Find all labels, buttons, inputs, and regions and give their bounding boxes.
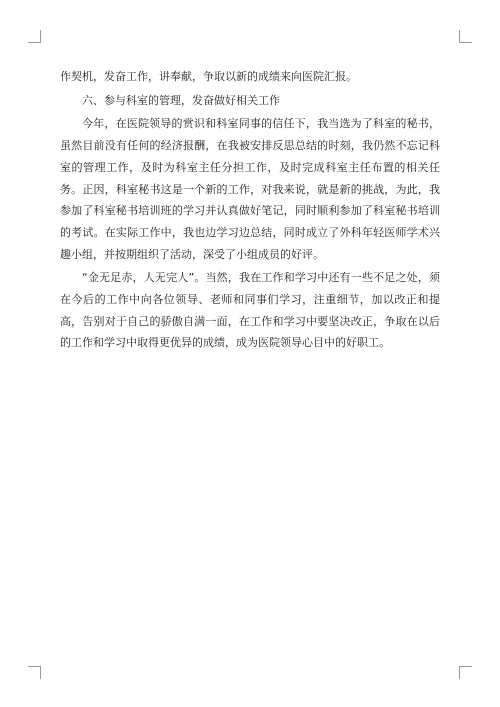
paragraph-secretary-role: 今年，在医院领导的赏识和科室同事的信任下，我当选为了科室的秘书，虽然目前没有任何的经济报酬，在我被安排反思总结的时刻，我仍然不忘记科室的管理工作，及时为科室主任分担工作，及时完成科室主任布置的相关任务。正因，科室秘书这是一个新的工作，对我来说，就是新的挑战，为此，我参加了科室秘书培训班的学习并认真做好笔记，同时顺利参加了科室秘书培训的考试。在实际工作中，我也边学习边总结，同时成立了外科年轻医师学术兴趣小组，并按期组织了活动，深受了小组成员的好评。 [60,117,440,261]
crop-mark-top-left [28,30,41,43]
paragraph-conclusion: “金无足赤，人无完人”。当然，我在工作和学习中还有一些不足之处，须在今后的工作中向各位领导、老师和同事们学习，注重细节，加以改正和提高，告别对于自己的骄傲自满一面，在工作和学习中要坚决改正，争取在以后的工作和学习中取得更优异的成绩，成为医院领导心目中的好职工。 [60,271,440,350]
crop-mark-bottom-right [459,666,472,679]
section-heading: 六、参与科室的管理，发奋做好相关工作 [82,93,280,107]
crop-mark-bottom-left [28,666,41,679]
crop-mark-top-right [459,30,472,43]
document-body [60,66,440,356]
paragraph-continuation: 作契机，发奋工作，讲奉献，争取以新的成绩来向医院汇报。 [60,70,357,83]
